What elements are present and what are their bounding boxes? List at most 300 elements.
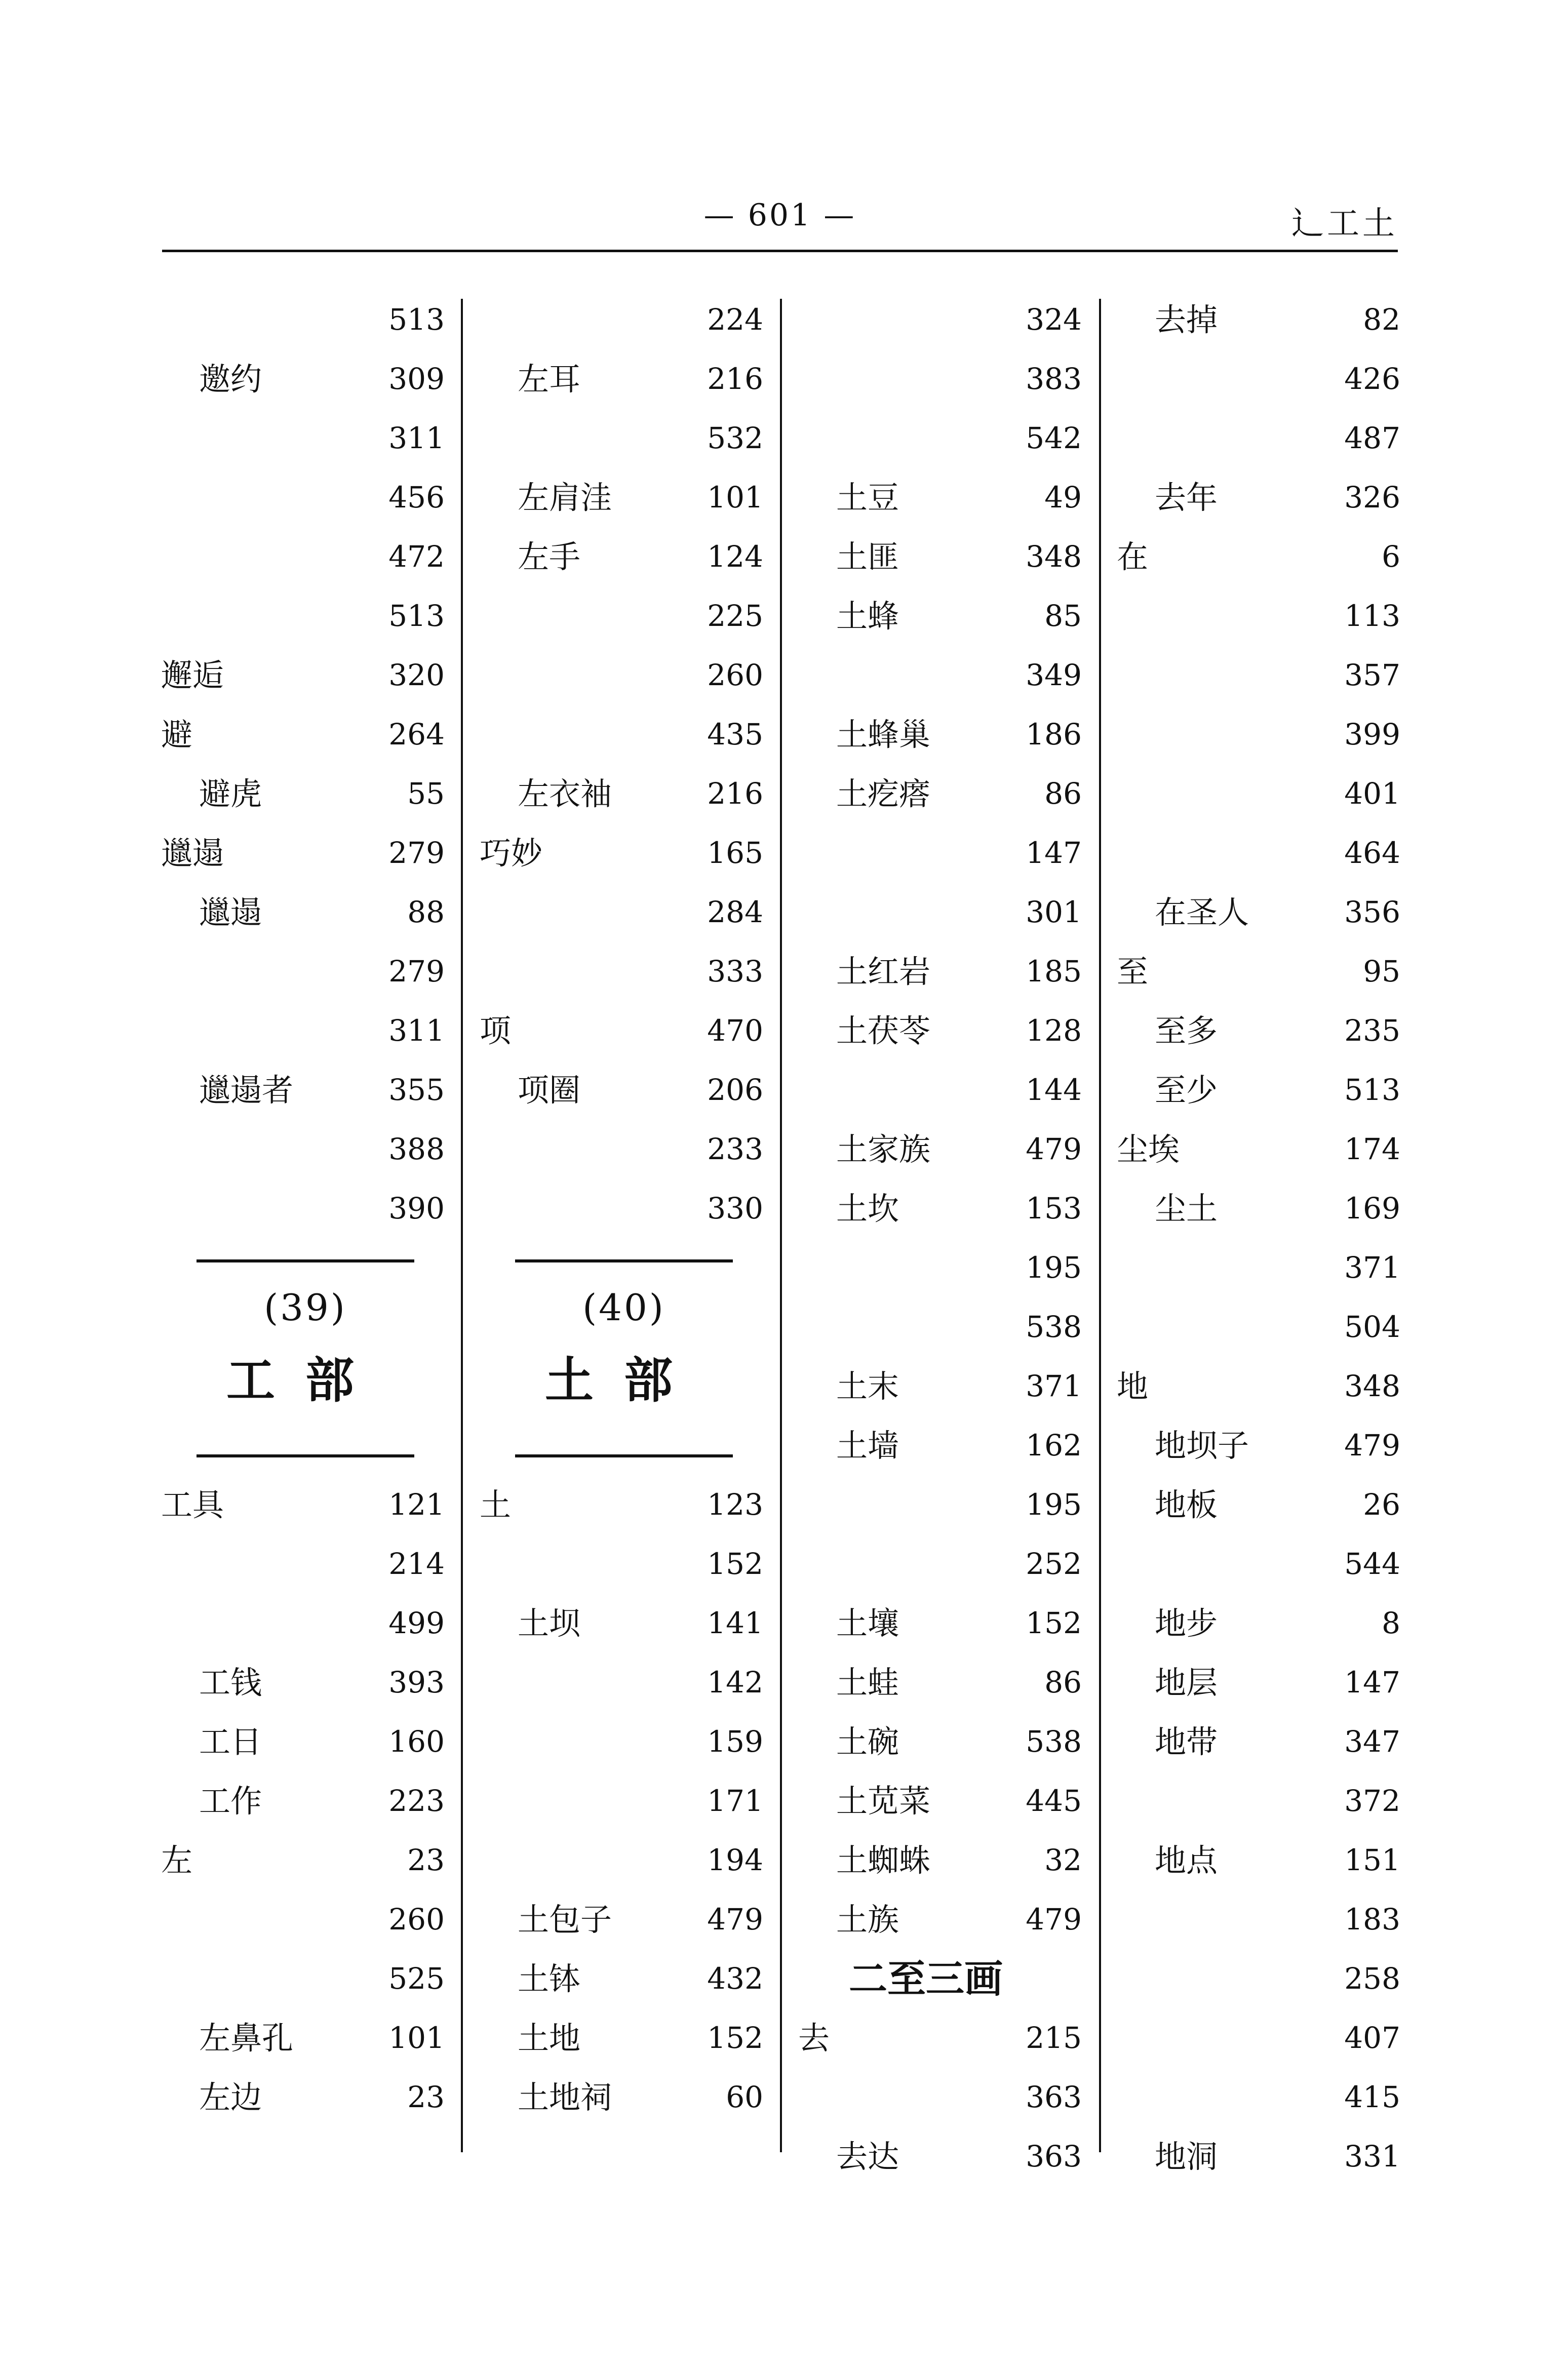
entry-term: 土茯苓: [836, 1012, 931, 1049]
entry-page-number: 538: [1026, 1310, 1082, 1344]
entry-page-number: 235: [1344, 1013, 1400, 1048]
entry-page-number: 356: [1344, 895, 1400, 929]
entry-page-number: 95: [1363, 954, 1400, 989]
entry-term: 左: [161, 1842, 193, 1879]
entry-term: 土蜘蛛: [836, 1842, 931, 1879]
index-entry: [1117, 409, 1426, 468]
entry-page-number: 152: [707, 1547, 763, 1581]
entry-page-number: 499: [388, 1606, 445, 1640]
entry-term: 去年: [1155, 479, 1218, 516]
radical-rule: [197, 1259, 414, 1262]
entry-term: 项: [480, 1012, 512, 1049]
entry-term: 左边: [199, 2079, 262, 2116]
index-column-3: [798, 290, 1107, 2175]
entry-term: 邀约: [199, 361, 262, 398]
entry-term: 尘土: [1155, 1190, 1218, 1227]
entry-page-number: 435: [707, 717, 763, 752]
index-entry: [798, 1594, 1107, 1653]
entry-page-number: 284: [707, 895, 763, 929]
index-entry: [480, 942, 789, 1001]
entry-term: 土壤: [836, 1605, 899, 1642]
entry-term: 左鼻孔: [199, 2020, 294, 2057]
entry-term: 工日: [199, 1723, 262, 1760]
entry-page-number: 532: [707, 421, 763, 455]
entry-page-number: 363: [1026, 2139, 1082, 2174]
index-entry: [1117, 764, 1426, 823]
entry-term: 避: [161, 716, 193, 753]
index-entry: [1117, 1238, 1426, 1297]
entry-page-number: 23: [407, 2080, 445, 2114]
entry-page-number: 165: [707, 836, 763, 870]
entry-term: 地: [1117, 1368, 1149, 1405]
entry-page-number: 513: [1344, 1073, 1400, 1107]
index-entry: [798, 1831, 1107, 1890]
entry-term: 巧妙: [480, 835, 543, 872]
entry-page-number: 147: [1344, 1665, 1400, 1700]
entry-page-number: 26: [1363, 1487, 1400, 1522]
entry-page-number: 142: [707, 1665, 763, 1700]
index-entry: [480, 290, 789, 349]
entry-term: 土蜂巢: [836, 716, 931, 753]
index-entry: [480, 527, 789, 586]
index-entry: [798, 646, 1107, 705]
index-entry: [480, 1771, 789, 1831]
index-entry: [161, 2068, 470, 2127]
index-entry: [1117, 290, 1426, 349]
index-entry: [1117, 942, 1426, 1001]
entry-page-number: 101: [388, 2021, 445, 2055]
entry-term: 工具: [161, 1486, 224, 1523]
entry-term: 地洞: [1155, 2138, 1218, 2175]
index-entry: [480, 1653, 789, 1712]
entry-page-number: 472: [388, 539, 445, 574]
entry-page-number: 225: [707, 599, 763, 633]
index-entry: [161, 705, 470, 764]
index-entry: [798, 1297, 1107, 1357]
entry-page-number: 153: [1026, 1191, 1082, 1226]
entry-term: 地板: [1155, 1486, 1218, 1523]
entry-page-number: 347: [1344, 1724, 1400, 1759]
entry-term: 土疙瘩: [836, 775, 931, 812]
index-entry: [798, 1120, 1107, 1179]
entry-page-number: 479: [1344, 1428, 1400, 1463]
radical-name: 土部: [545, 1352, 703, 1409]
entry-term: 地点: [1155, 1842, 1218, 1879]
entry-page-number: 407: [1344, 2021, 1400, 2055]
entry-page-number: 279: [388, 954, 445, 989]
index-entry: [798, 1179, 1107, 1238]
entry-page-number: 169: [1344, 1191, 1400, 1226]
index-entry: [798, 764, 1107, 823]
entry-page-number: 544: [1344, 1547, 1400, 1581]
index-entry: [798, 1475, 1107, 1534]
entry-page-number: 55: [407, 776, 445, 811]
index-entry: [480, 764, 789, 823]
index-entry: [480, 1890, 789, 1949]
index-column-4: [1117, 290, 1426, 2175]
index-entry: [480, 1949, 789, 2008]
index-entry: [798, 1771, 1107, 1831]
entry-term: 土族: [836, 1901, 899, 1938]
index-entry: [161, 1653, 470, 1712]
index-entry: [480, 1179, 789, 1238]
index-entry: [161, 1060, 470, 1120]
entry-term: 土墙: [836, 1427, 899, 1464]
index-entry: [480, 2008, 789, 2068]
index-entry: [161, 942, 470, 1001]
entry-term: 邂逅: [161, 657, 224, 694]
entry-page-number: 390: [388, 1191, 445, 1226]
index-entry: [161, 823, 470, 883]
entry-page-number: 371: [1026, 1369, 1082, 1403]
entry-page-number: 355: [388, 1073, 445, 1107]
index-entry: [161, 409, 470, 468]
entry-term: 去掉: [1155, 301, 1218, 338]
entry-page-number: 144: [1026, 1073, 1082, 1107]
header-rule: [162, 250, 1398, 252]
index-entry: [1117, 2068, 1426, 2127]
entry-page-number: 113: [1344, 599, 1400, 633]
index-entry: [161, 1890, 470, 1949]
entry-page-number: 479: [1026, 1902, 1082, 1937]
entry-term: 土坝: [518, 1605, 581, 1642]
index-entry: [798, 2008, 1107, 2068]
index-entry: [480, 1001, 789, 1060]
index-entry: [1117, 1416, 1426, 1475]
entry-page-number: 479: [707, 1902, 763, 1937]
index-entry: [1117, 468, 1426, 527]
entry-page-number: 479: [1026, 1132, 1082, 1166]
index-column-2: [480, 290, 789, 2164]
index-entry: [480, 1712, 789, 1771]
entry-page-number: 330: [707, 1191, 763, 1226]
entry-term: 土坎: [836, 1190, 899, 1227]
index-entry: [1117, 1534, 1426, 1594]
stroke-count-label: 二至三画: [849, 1956, 1003, 2001]
entry-page-number: 162: [1026, 1428, 1082, 1463]
entry-page-number: 214: [388, 1547, 445, 1581]
index-entry: [798, 2127, 1107, 2186]
index-entry: [1117, 1594, 1426, 1653]
entry-page-number: 159: [707, 1724, 763, 1759]
index-entry: [1117, 1297, 1426, 1357]
entry-term: 地坝子: [1155, 1427, 1249, 1464]
entry-page-number: 432: [707, 1961, 763, 1996]
entry-page-number: 23: [407, 1843, 445, 1877]
entry-page-number: 348: [1026, 539, 1082, 574]
index-entry: [798, 1357, 1107, 1416]
index-entry: [1117, 349, 1426, 409]
index-entry: [1117, 1712, 1426, 1771]
index-entry: [480, 1534, 789, 1594]
entry-page-number: 152: [1026, 1606, 1082, 1640]
entry-page-number: 504: [1344, 1310, 1400, 1344]
entry-page-number: 372: [1344, 1784, 1400, 1818]
entry-page-number: 123: [707, 1487, 763, 1522]
entry-term: 左肩洼: [518, 479, 612, 516]
entry-page-number: 152: [707, 2021, 763, 2055]
index-entry: [161, 1120, 470, 1179]
entry-page-number: 311: [388, 1013, 445, 1048]
entry-page-number: 426: [1344, 362, 1400, 396]
entry-term: 在: [1117, 538, 1149, 575]
index-entry: [161, 527, 470, 586]
index-entry: [1117, 586, 1426, 646]
radical-name: 工部: [226, 1352, 384, 1409]
entry-page-number: 195: [1026, 1250, 1082, 1285]
entry-term: 土碗: [836, 1723, 899, 1760]
entry-term: 地带: [1155, 1723, 1218, 1760]
index-entry: [1117, 1001, 1426, 1060]
index-entry: [1117, 705, 1426, 764]
entry-page-number: 301: [1026, 895, 1082, 929]
page-number: — 601 —: [703, 198, 856, 233]
entry-page-number: 333: [707, 954, 763, 989]
entry-page-number: 88: [407, 895, 445, 929]
index-entry: [798, 409, 1107, 468]
index-entry: [161, 1594, 470, 1653]
index-entry: [1117, 1060, 1426, 1120]
index-entry: [798, 883, 1107, 942]
entry-term: 项圈: [518, 1072, 581, 1109]
entry-page-number: 32: [1044, 1843, 1082, 1877]
entry-page-number: 326: [1344, 480, 1400, 515]
index-entry: [1117, 2008, 1426, 2068]
entry-page-number: 393: [388, 1665, 445, 1700]
index-entry: [1117, 1653, 1426, 1712]
entry-page-number: 171: [707, 1784, 763, 1818]
entry-page-number: 348: [1344, 1369, 1400, 1403]
entry-page-number: 371: [1344, 1250, 1400, 1285]
index-entry: [798, 1238, 1107, 1297]
index-entry: [798, 1712, 1107, 1771]
index-entry: [161, 468, 470, 527]
index-entry: [161, 1179, 470, 1238]
radical-rule: [197, 1454, 414, 1457]
entry-page-number: 49: [1044, 480, 1082, 515]
index-entry: [1117, 1890, 1426, 1949]
index-entry: [161, 1534, 470, 1594]
entry-page-number: 160: [388, 1724, 445, 1759]
entry-term: 土钵: [518, 1960, 581, 1997]
stroke-count-heading: [798, 1949, 1107, 2008]
index-entry: [1117, 1831, 1426, 1890]
entry-page-number: 260: [707, 658, 763, 692]
entry-page-number: 331: [1344, 2139, 1400, 2174]
entry-page-number: 252: [1026, 1547, 1082, 1581]
entry-page-number: 456: [388, 480, 445, 515]
index-entry: [161, 1949, 470, 2008]
index-entry: [161, 290, 470, 349]
entry-page-number: 147: [1026, 836, 1082, 870]
entry-term: 地步: [1155, 1605, 1218, 1642]
entry-term: 土家族: [836, 1131, 931, 1168]
index-entry: [480, 586, 789, 646]
entry-term: 土地祠: [518, 2079, 612, 2116]
index-entry: [798, 1890, 1107, 1949]
index-entry: [798, 349, 1107, 409]
entry-term: 地层: [1155, 1664, 1218, 1701]
entry-term: 土匪: [836, 538, 899, 575]
index-entry: [1117, 527, 1426, 586]
entry-page-number: 320: [388, 658, 445, 692]
entry-term: 左手: [518, 538, 581, 575]
entry-page-number: 279: [388, 836, 445, 870]
index-entry: [1117, 1179, 1426, 1238]
entry-page-number: 216: [707, 776, 763, 811]
index-entry: [798, 1060, 1107, 1120]
index-entry: [798, 468, 1107, 527]
entry-term: 邋遢: [199, 894, 262, 931]
index-entry: [480, 468, 789, 527]
index-entry: [161, 2008, 470, 2068]
index-entry: [1117, 883, 1426, 942]
index-entry: [798, 823, 1107, 883]
entry-page-number: 383: [1026, 362, 1082, 396]
index-entry: [798, 290, 1107, 349]
entry-page-number: 464: [1344, 836, 1400, 870]
entry-page-number: 194: [707, 1843, 763, 1877]
index-entry: [480, 883, 789, 942]
index-entry: [480, 1594, 789, 1653]
entry-page-number: 60: [726, 2080, 763, 2114]
index-entry: [1117, 1357, 1426, 1416]
entry-page-number: 357: [1344, 658, 1400, 692]
radical-rule: [515, 1454, 733, 1457]
entry-term: 土苋菜: [836, 1783, 931, 1820]
index-entry: [798, 1001, 1107, 1060]
entry-page-number: 260: [388, 1902, 445, 1937]
entry-page-number: 487: [1344, 421, 1400, 455]
index-entry: [161, 1001, 470, 1060]
entry-page-number: 85: [1044, 599, 1082, 633]
entry-page-number: 415: [1344, 2080, 1400, 2114]
entry-page-number: 525: [388, 1961, 445, 1996]
index-entry: [1117, 1949, 1426, 2008]
entry-page-number: 538: [1026, 1724, 1082, 1759]
entry-term: 在圣人: [1155, 894, 1249, 931]
entry-term: 土蛙: [836, 1664, 899, 1701]
radical-header: [480, 1238, 789, 1475]
index-entry: [480, 409, 789, 468]
entry-term: 土豆: [836, 479, 899, 516]
index-entry: [480, 2068, 789, 2127]
radical-number: (39): [264, 1286, 347, 1329]
entry-page-number: 215: [1026, 2021, 1082, 2055]
entry-page-number: 82: [1363, 302, 1400, 337]
entry-page-number: 151: [1344, 1843, 1400, 1877]
index-entry: [798, 586, 1107, 646]
entry-term: 至少: [1155, 1072, 1218, 1109]
entry-page-number: 121: [388, 1487, 445, 1522]
index-entry: [480, 646, 789, 705]
entry-page-number: 101: [707, 480, 763, 515]
entry-page-number: 216: [707, 362, 763, 396]
index-entry: [480, 1120, 789, 1179]
index-entry: [1117, 1120, 1426, 1179]
index-entry: [161, 1712, 470, 1771]
index-entry: [1117, 2127, 1426, 2186]
index-entry: [798, 527, 1107, 586]
entry-page-number: 6: [1382, 539, 1400, 574]
index-entry: [161, 1475, 470, 1534]
entry-page-number: 174: [1344, 1132, 1400, 1166]
entry-page-number: 224: [707, 302, 763, 337]
entry-page-number: 513: [388, 599, 445, 633]
entry-term: 土包子: [518, 1901, 612, 1938]
entry-page-number: 349: [1026, 658, 1082, 692]
index-entry: [161, 1831, 470, 1890]
entry-page-number: 185: [1026, 954, 1082, 989]
entry-term: 邋遢: [161, 835, 224, 872]
index-entry: [1117, 1475, 1426, 1534]
entry-term: 土蜂: [836, 598, 899, 635]
entry-page-number: 513: [388, 302, 445, 337]
entry-page-number: 264: [388, 717, 445, 752]
entry-page-number: 542: [1026, 421, 1082, 455]
entry-page-number: 233: [707, 1132, 763, 1166]
index-entry: [798, 1653, 1107, 1712]
index-entry: [480, 823, 789, 883]
entry-page-number: 141: [707, 1606, 763, 1640]
entry-page-number: 124: [707, 539, 763, 574]
entry-page-number: 309: [388, 362, 445, 396]
entry-page-number: 258: [1344, 1961, 1400, 1996]
entry-term: 邋遢者: [199, 1072, 294, 1109]
index-entry: [480, 349, 789, 409]
entry-page-number: 401: [1344, 776, 1400, 811]
index-entry: [1117, 823, 1426, 883]
entry-page-number: 195: [1026, 1487, 1082, 1522]
entry-page-number: 206: [707, 1073, 763, 1107]
entry-term: 至: [1117, 953, 1149, 990]
entry-term: 土末: [836, 1368, 899, 1405]
index-entry: [1117, 1771, 1426, 1831]
entry-term: 避虎: [199, 775, 262, 812]
entry-page-number: 399: [1344, 717, 1400, 752]
index-entry: [161, 883, 470, 942]
entry-term: 至多: [1155, 1012, 1218, 1049]
page-header: [162, 192, 1398, 248]
index-entry: [798, 1416, 1107, 1475]
entry-page-number: 183: [1344, 1902, 1400, 1937]
entry-page-number: 186: [1026, 717, 1082, 752]
entry-page-number: 86: [1044, 1665, 1082, 1700]
entry-page-number: 86: [1044, 776, 1082, 811]
index-entry: [161, 1771, 470, 1831]
section-title: 辶工土: [1291, 205, 1398, 243]
entry-term: 左耳: [518, 361, 581, 398]
entry-page-number: 470: [707, 1013, 763, 1048]
index-entry: [480, 1060, 789, 1120]
index-entry: [480, 1831, 789, 1890]
index-entry: [161, 349, 470, 409]
index-entry: [480, 705, 789, 764]
entry-term: 左衣袖: [518, 775, 612, 812]
entry-term: 去达: [836, 2138, 899, 2175]
index-entry: [798, 705, 1107, 764]
entry-page-number: 128: [1026, 1013, 1082, 1048]
index-entry: [798, 1534, 1107, 1594]
entry-page-number: 311: [388, 421, 445, 455]
radical-rule: [515, 1259, 733, 1262]
entry-term: 尘埃: [1117, 1131, 1180, 1168]
entry-term: 工作: [199, 1783, 262, 1820]
radical-header: [161, 1238, 470, 1475]
entry-page-number: 223: [388, 1784, 445, 1818]
index-column-1: [161, 290, 470, 2164]
entry-page-number: 388: [388, 1132, 445, 1166]
